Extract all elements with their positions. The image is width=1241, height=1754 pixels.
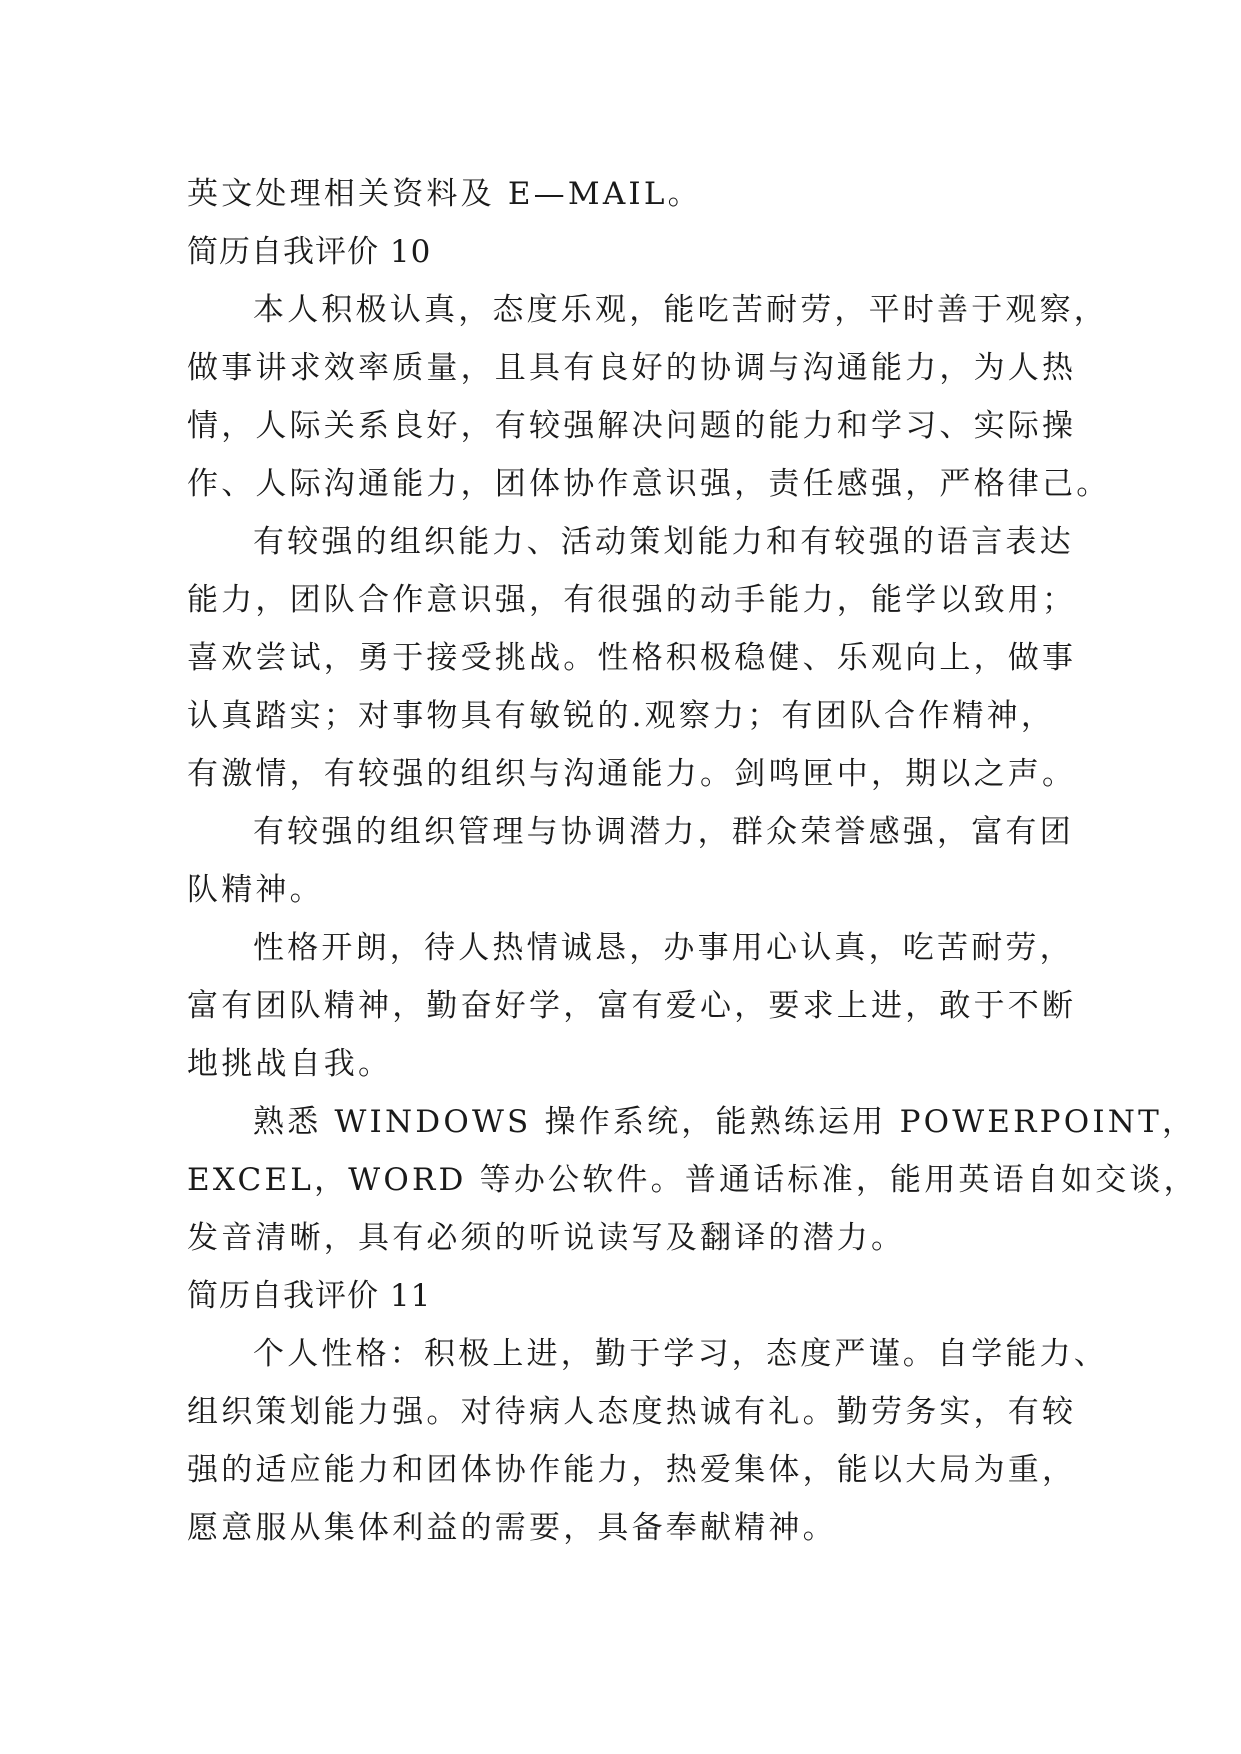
paragraph-line: 有较强的组织能力、活动策划能力和有较强的语言表达 xyxy=(253,524,1074,560)
paragraph-line: 有较强的组织管理与协调潜力，群众荣誉感强，富有团 xyxy=(253,814,1074,850)
paragraph-line: 个人性格：积极上进，勤于学习，态度严谨。自学能力、 xyxy=(253,1336,1108,1372)
paragraph-line: 性格开朗，待人热情诚恳，办事用心认真，吃苦耐劳， xyxy=(253,930,1074,966)
document-body xyxy=(187,165,1198,1557)
paragraph-line: EXCEL，WORD 等办公软件。普通话标准，能用英语自如交谈， xyxy=(187,1162,1198,1198)
paragraph-line: 情，人际关系良好，有较强解决问题的能力和学习、实际操 xyxy=(187,408,1077,444)
paragraph-line: 能力，团队合作意识强，有很强的动手能力，能学以致用； xyxy=(187,582,1077,618)
paragraph-line: 本人积极认真，态度乐观，能吃苦耐劳，平时善于观察， xyxy=(253,292,1108,328)
section-heading: 简历自我评价 11 xyxy=(187,1278,432,1314)
paragraph-line: 地挑战自我。 xyxy=(187,1046,393,1082)
paragraph-line: 队精神。 xyxy=(187,872,324,908)
paragraph-line: 做事讲求效率质量，且具有良好的协调与沟通能力，为人热 xyxy=(187,350,1077,386)
paragraph-line: 富有团队精神，勤奋好学，富有爱心，要求上进，敢于不断 xyxy=(187,988,1077,1024)
paragraph-line: 发音清晰，具有必须的听说读写及翻译的潜力。 xyxy=(187,1220,906,1256)
paragraph-line: 组织策划能力强。对待病人态度热诚有礼。勤劳务实，有较 xyxy=(187,1394,1077,1430)
paragraph-line: 喜欢尝试，勇于接受挑战。性格积极稳健、乐观向上，做事 xyxy=(187,640,1077,676)
paragraph-line: 愿意服从集体利益的需要，具备奉献精神。 xyxy=(187,1510,837,1546)
paragraph-line: 认真踏实；对事物具有敏锐的.观察力；有团队合作精神， xyxy=(187,698,1056,734)
section-heading: 简历自我评价 10 xyxy=(187,234,432,270)
paragraph-line: 熟悉 WINDOWS 操作系统，能熟练运用 POWERPOINT， xyxy=(253,1104,1197,1140)
paragraph-line: 英文处理相关资料及 E—MAIL。 xyxy=(187,176,702,212)
paragraph-line: 强的适应能力和团体协作能力，热爱集体，能以大局为重， xyxy=(187,1452,1077,1488)
paragraph-line: 作、人际沟通能力，团体协作意识强，责任感强，严格律己。 xyxy=(187,466,1111,502)
paragraph-line: 有激情，有较强的组织与沟通能力。剑鸣匣中，期以之声。 xyxy=(187,756,1077,792)
